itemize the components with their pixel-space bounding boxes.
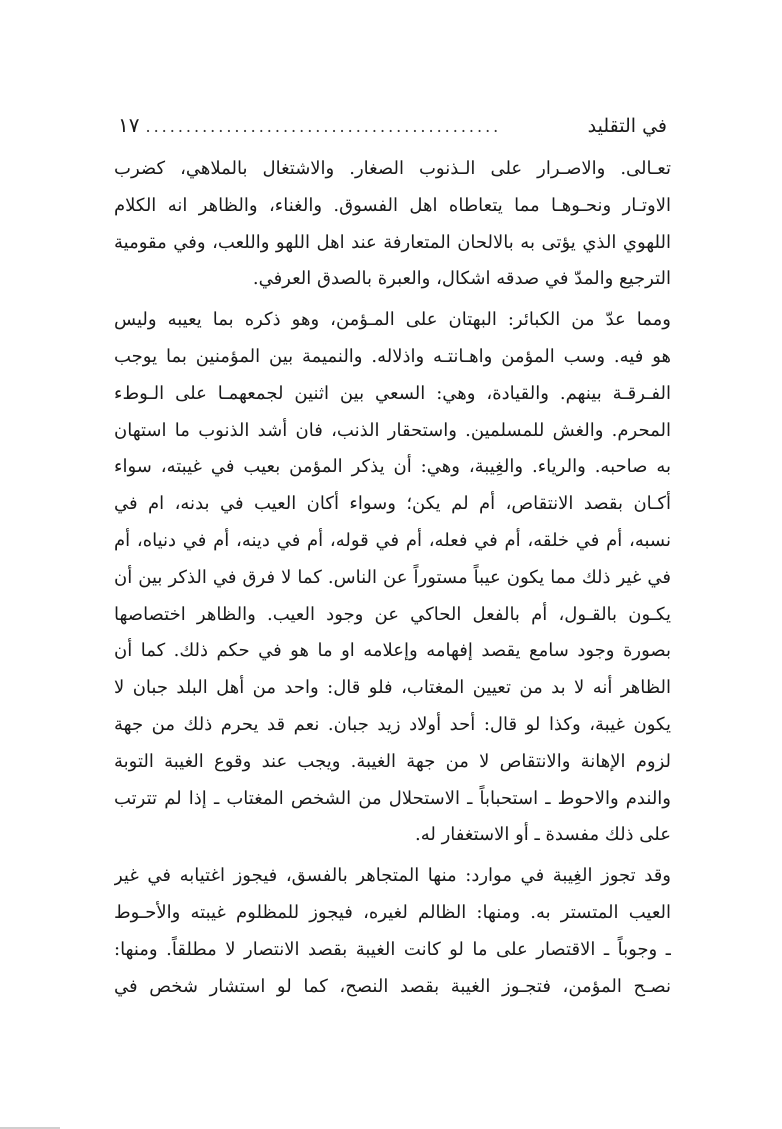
text-line: الفـرقـة بينهم. والقيادة، وهي: السعي بين اثنين لجمعهمـا على الـوطء: [114, 382, 671, 404]
text-line: الظاهر أنه لا بد من تعيين المغتاب، فلو قال: واحد من أهل البلد جبان لا: [114, 677, 671, 699]
body-text: [114, 151, 671, 1005]
text-line: على ذلك مفسدة ـ أو الاستغفار له.: [415, 824, 671, 846]
text-line: بصورة وجود سامع يقصد إفهامه وإعلامه او ما هو في حكم ذلك. كما أن: [114, 640, 671, 662]
text-line: والندم والاحوط ـ استحباباً ـ الاستحلال من الشخص المغتاب ـ إذا لم تترتب: [114, 787, 671, 809]
dot-leader: ............................................: [145, 117, 502, 136]
running-header: [118, 113, 667, 145]
paragraph-3: [114, 858, 671, 1005]
text-line: تعـالى. والاصـرار على الـذنوب الصغار. والاشتغال بالملاهي، كضرب: [114, 158, 671, 179]
paragraph-1: [114, 151, 671, 298]
text-line: يكـون بالقـول، أم بالفعل الحاكي عن وجود العيب. والظاهر اختصاصها: [114, 603, 671, 625]
text-line: الاوتـار ونحـوهـا مما يتعاطاه اهل الفسوق. والغناء، والظاهر انه الكلام: [114, 194, 671, 216]
text-line: اللهوي الذي يؤتى به بالالحان المتعارفة عند اهل اللهو واللعب، وفي مقومية: [114, 231, 671, 253]
paragraph-2: [114, 302, 671, 854]
text-line: المحرم. والغش للمسلمين. واستحقار الذنب، فان أشد الذنوب ما استهان: [114, 419, 671, 441]
text-line: يكون غيبة، وكذا لو قال: أحد أولاد زيد جبان. نعم قد يحرم ذلك من جهة: [114, 713, 671, 735]
text-line: الترجيع والمدّ في صدقه اشكال، والعبرة بالصدق العرفي.: [252, 268, 671, 290]
page-number: ١٧: [118, 113, 140, 137]
text-line: هو فيه. وسب المؤمن واهـانتـه واذلاله. والنميمة بين المؤمنين بما يوجب: [114, 345, 671, 367]
text-line: به صاحبه. والرياء. والغِيبة، وهي: أن يذكر المؤمن بعيب في غيبته، سواء: [114, 456, 671, 478]
text-line: ومما عدّ من الكبائر: البهتان على المـؤمن، وهو ذكره بما يعيبه وليس: [114, 309, 671, 331]
chapter-title: في التقليد: [587, 115, 667, 137]
text-line: لزوم الإهانة والانتقاص لا من جهة الغيبة. ويجب عند وقوع الغيبة التوبة: [114, 750, 671, 772]
text-line: العيب المتستر به. ومنها: الظالم لغيره، فيجوز للمظلوم غيبته والأحـوط: [114, 901, 671, 923]
text-line: وقد تجوز الغِيبة في موارد: منها المتجاهر بالفسق، فيجوز اغتيابه في غير: [114, 865, 671, 887]
text-line: نصـح المؤمن، فتجـوز الغيبة بقصد النصح، كما لو استشار شخص في: [114, 975, 671, 997]
text-line: نسبه، أم في خلقه، أم في فعله، أم في قوله، أم في دينه، أم في دنياه، أم: [114, 529, 671, 551]
text-line: ـ وجوباً ـ الاقتصار على ما لو كانت الغيبة بقصد الانتصار لا مطلقاً. ومنها:: [114, 938, 671, 960]
text-line: أكـان بقصد الانتقاص، أم لم يكن؛ وسواء أكان العيب في بدنه، ام في: [114, 493, 671, 515]
text-line: في غير ذلك مما يكون عيباً مستوراً عن الناس. كما لا فرق في الذكر بين أن: [114, 566, 671, 588]
